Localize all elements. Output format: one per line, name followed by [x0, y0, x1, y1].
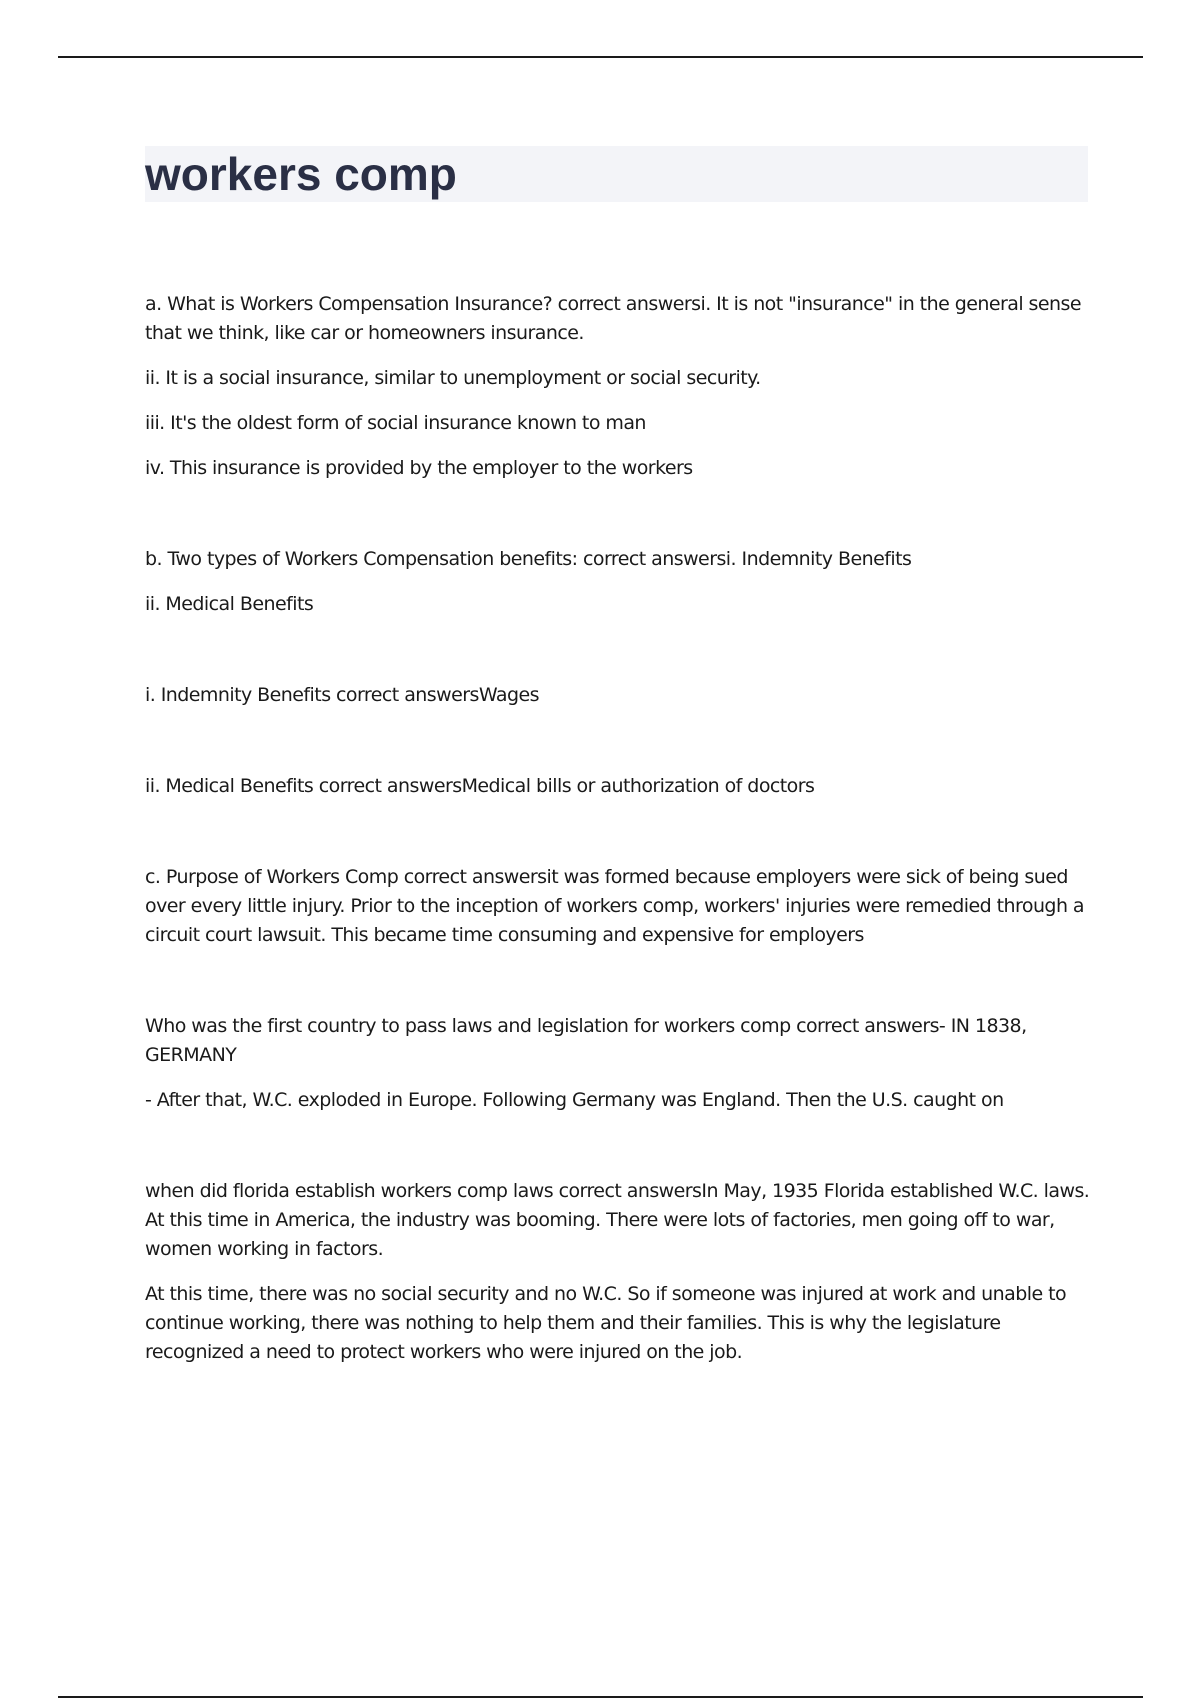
paragraph: ii. Medical Benefits — [145, 593, 314, 615]
qa-block-medical — [145, 772, 1090, 801]
paragraph: when did florida establish workers comp laws correct answersIn May, 1935 Florida established W.C. laws. At this time in America, the industry was booming. There were lots of factories, men going off to war, women working in factors. — [145, 1180, 1090, 1260]
paragraph: c. Purpose of Workers Comp correct answersit was formed because employers were sick of being sued over every little injury. Prior to the inception of workers comp, workers' injuries were remedied through a circuit court lawsuit. This became time consuming and expensive for employers — [145, 866, 1085, 946]
paragraph: At this time, there was no social security and no W.C. So if someone was injured at work and unable to continue working, there was nothing to help them and their families. This is why the legislature recognized a need to protect workers who were injured on the job. — [145, 1283, 1067, 1363]
paragraph: ii. Medical Benefits correct answersMedical bills or authorization of doctors — [145, 775, 815, 797]
top-rule — [58, 56, 1143, 58]
paragraph: ii. It is a social insurance, similar to unemployment or social security. — [145, 367, 761, 389]
paragraph: iii. It's the oldest form of social insurance known to man — [145, 412, 646, 434]
paragraph: Who was the first country to pass laws and legislation for workers comp correct answers- IN 1838, GERMANY — [145, 1015, 1027, 1066]
document-body — [145, 290, 1090, 1429]
qa-block-what-is-wc — [145, 290, 1090, 483]
qa-block-indemnity — [145, 681, 1090, 710]
page-title: workers comp — [145, 148, 457, 200]
qa-block-benefit-types — [145, 545, 1090, 619]
bottom-rule — [58, 1696, 1143, 1698]
qa-block-florida — [145, 1177, 1090, 1367]
paragraph: b. Two types of Workers Compensation benefits: correct answersi. Indemnity Benefits — [145, 548, 912, 570]
qa-block-first-country — [145, 1012, 1090, 1115]
paragraph: i. Indemnity Benefits correct answersWages — [145, 684, 539, 706]
paragraph: a. What is Workers Compensation Insurance? correct answersi. It is not "insurance" in the general sense that we think, like car or homeowners insurance. — [145, 293, 1082, 344]
qa-block-purpose — [145, 863, 1090, 950]
paragraph: - After that, W.C. exploded in Europe. Following Germany was England. Then the U.S. caught on — [145, 1089, 1004, 1111]
paragraph: iv. This insurance is provided by the employer to the workers — [145, 457, 693, 479]
